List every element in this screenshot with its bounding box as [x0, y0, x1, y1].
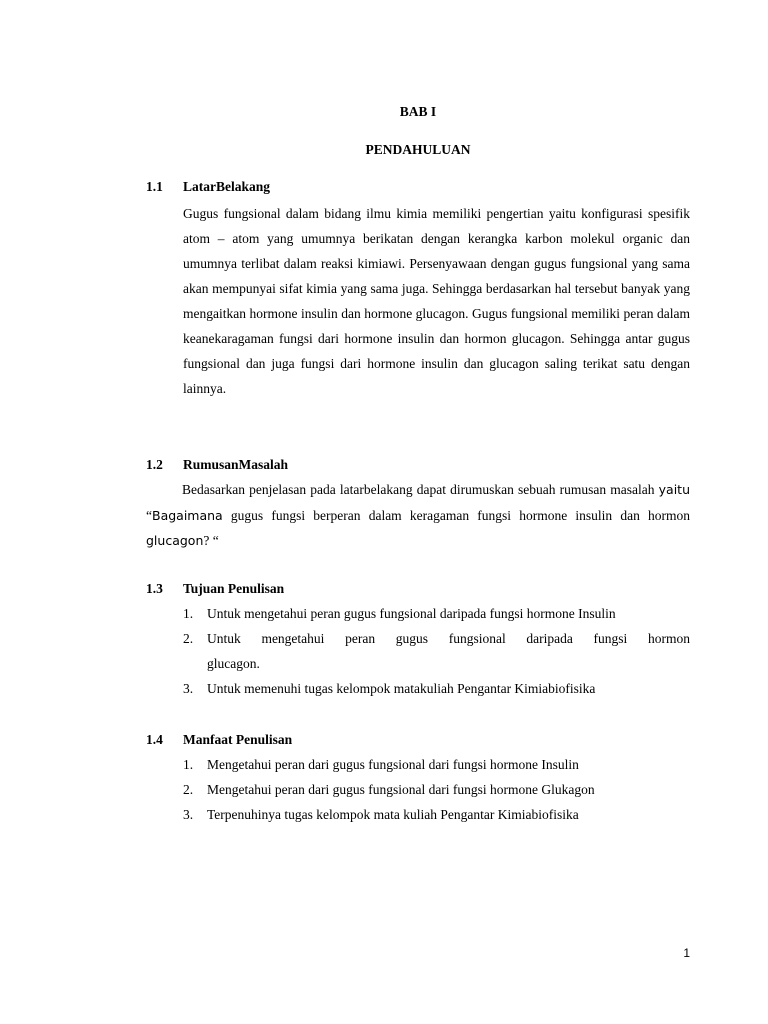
page-number: 1: [683, 946, 690, 960]
section-title-tujuan-penulisan: Tujuan Penulisan: [183, 581, 285, 596]
list-item-number: 1.: [183, 757, 194, 772]
list-item-text: Untuk mengetahui peran gugus fungsional daripada fungsi hormon: [207, 631, 690, 646]
list-item: [183, 601, 690, 626]
chapter-title: PENDAHULUAN: [365, 142, 471, 157]
rumusan-quote-open: “: [146, 507, 152, 523]
list-item-text: Mengetahui peran dari gugus fungsional dari fungsi hormone Insulin: [207, 757, 579, 772]
chapter-label: BAB I: [399, 104, 437, 119]
rumusan-text-bagaimana: Bagaimana: [152, 507, 223, 523]
list-item-text: Terpenuhinya tugas kelompok mata kuliah Pengantar Kimiabiofisika: [207, 807, 579, 822]
rumusan-text-glucagon: glucagon: [146, 533, 204, 548]
list-item-text: Untuk mengetahui peran gugus fungsional daripada fungsi hormone Insulin: [207, 606, 616, 621]
list-item-text-continued: glucagon.: [207, 656, 260, 671]
list-item-number: 1.: [183, 606, 194, 621]
section-number-1-3: 1.3: [146, 581, 163, 596]
list-item-text: Untuk memenuhi tugas kelompok matakuliah Pengantar Kimiabiofisika: [207, 681, 596, 696]
list-item-number: 3.: [183, 681, 194, 696]
section-number-1-2: 1.2: [146, 457, 163, 472]
list-item-number: 3.: [183, 807, 194, 822]
paragraph-latar-belakang: Gugus fungsional dalam bidang ilmu kimia memiliki pengertian yaitu konfigurasi spesifik atom – atom yang umumnya berikatan dengan kerangka karbon molekul organic dan umumnya terlibat dalam reaksi kimiawi. Persenyawaan dengan gugus fungsional yang sama akan mempunyai sifat kimia yang sama juga. Sehingga berdasarkan hal tersebut banyak yang mengaitkan hormone insulin dan hormone glucagon. Gugus fungsional memiliki peran dalam keanekaragaman fungsi dari hormone insulin dan hormon glucagon. Sehingga antar gugus fungsional dan juga fungsi dari hormone insulin dan glucagon saling terikat satu dengan lainnya.: [183, 206, 690, 396]
tujuan-list: [183, 601, 690, 701]
section-title-manfaat-penulisan: Manfaat Penulisan: [183, 732, 293, 747]
list-item-number: 2.: [183, 631, 194, 646]
list-item-text: Mengetahui peran dari gugus fungsional dari fungsi hormone Glukagon: [207, 782, 595, 797]
manfaat-list: [183, 752, 690, 827]
list-item: [183, 802, 690, 827]
rumusan-text-middle: gugus fungsi berperan dalam keragaman fungsi hormone insulin dan hormon: [222, 507, 690, 523]
section-number-1-1: 1.1: [146, 179, 163, 194]
section-title-rumusan-masalah: RumusanMasalah: [183, 457, 289, 472]
list-item: [183, 626, 690, 676]
rumusan-text-yaitu: yaitu: [658, 482, 690, 497]
list-item: [183, 752, 690, 777]
list-item: [183, 676, 690, 701]
list-item: [183, 777, 690, 802]
paragraph-rumusan-masalah: [146, 477, 690, 554]
rumusan-text-end: ? “: [203, 533, 219, 548]
rumusan-text-start: Bedasarkan penjelasan pada latarbelakang dapat dirumuskan sebuah rumusan masalah: [182, 482, 659, 497]
section-number-1-4: 1.4: [146, 732, 163, 747]
section-title-latar-belakang: LatarBelakang: [183, 179, 271, 194]
list-item-number: 2.: [183, 782, 194, 797]
